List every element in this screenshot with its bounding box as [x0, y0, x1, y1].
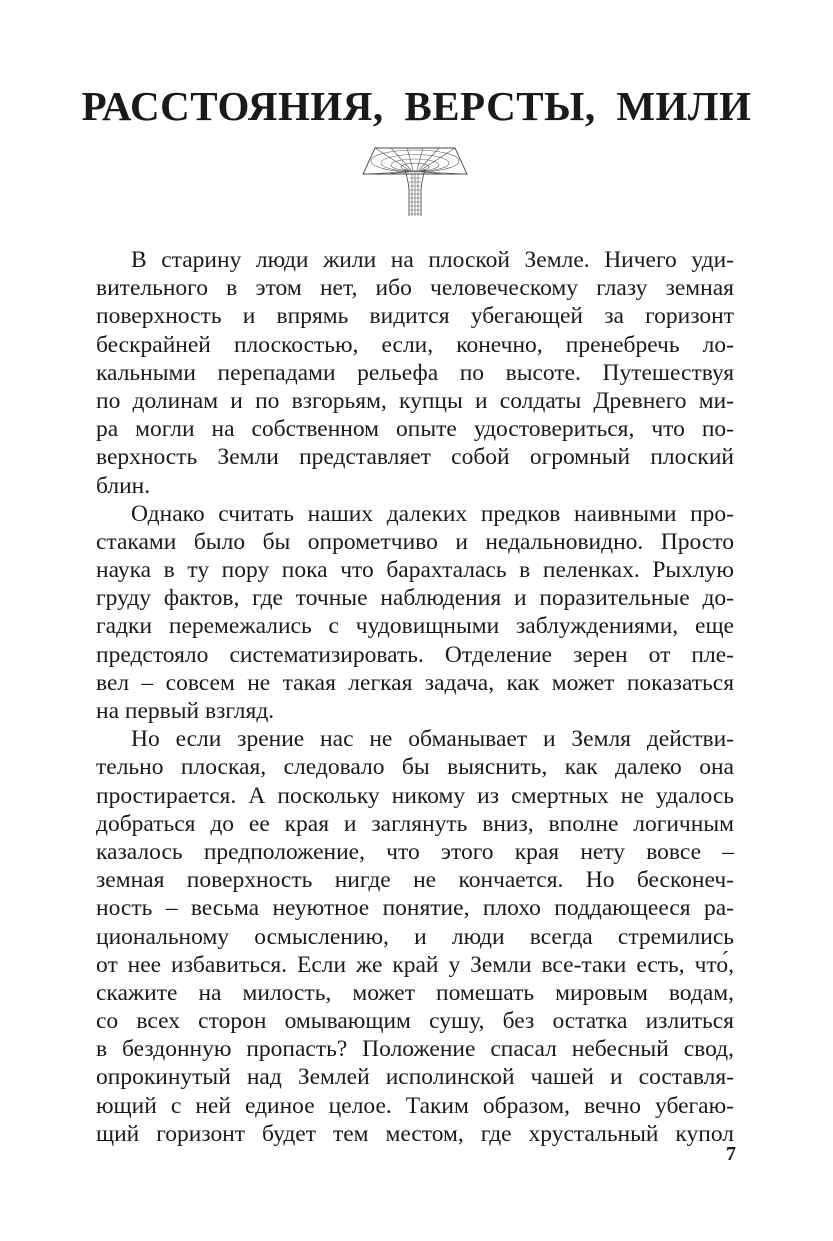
text-line: скажите на милость, может помешать мировым водам,	[96, 979, 734, 1006]
chapter-title: РАССТОЯНИЯ, ВЕРСТЫ, МИЛИ	[81, 83, 752, 129]
text-line: кальными перепадами рельефа по высоте. Путешествуя	[96, 359, 734, 386]
text-line: циональному осмыслению, и люди всегда стремились	[96, 923, 734, 950]
text-line: земная поверхность нигде не кончается. Но бесконеч-	[96, 867, 734, 894]
text-line: В старину люди жили на плоской Земле. Ничего уди-	[131, 247, 734, 273]
body-text	[96, 246, 734, 1148]
text-line: на первый взгляд.	[96, 698, 275, 724]
text-line: поверхность и впрямь видится убегающей за горизонт	[96, 303, 734, 330]
text-line: опрокинутый над Землей исполинской чашей и составля-	[96, 1064, 734, 1091]
text-line: простирается. А поскольку никому из смертных не удалось	[96, 782, 734, 809]
text-line: от нее избавиться. Если же край у Земли все-таки есть, что́,	[96, 951, 734, 978]
text-line: Однако считать наших далеких предков наивными про-	[131, 500, 734, 527]
text-line: ность – весьма неуютное понятие, плохо поддающееся ра-	[96, 895, 734, 922]
text-line: казалось предположение, что этого края нету вовсе –	[96, 838, 734, 865]
page-number: 7	[726, 1143, 736, 1165]
text-line: предстояло систематизировать. Отделение зерен от пле-	[96, 641, 734, 668]
flat-earth-wireframe-ornament-icon	[361, 144, 469, 220]
text-line: вел – совсем не такая легкая задача, как может показаться	[96, 669, 734, 696]
text-line: Но если зрение нас не обманывает и Земля действи-	[131, 726, 734, 753]
text-line: груду фактов, где точные наблюдения и поразительные до-	[96, 585, 734, 612]
text-line: верхность Земли представляет собой огромный плоский	[96, 444, 734, 471]
text-line: стаками было бы опрометчиво и недальновидно. Просто	[96, 528, 734, 555]
text-line: по долинам и по взгорьям, купцы и солдаты Древнего ми-	[96, 387, 734, 414]
text-line: ющий с ней единое целое. Таким образом, вечно убегаю-	[96, 1092, 734, 1119]
text-line: ра могли на собственном опыте удостовериться, что по-	[96, 416, 734, 443]
text-line: добраться до ее края и заглянуть вниз, вполне логичным	[96, 810, 734, 837]
text-line: наука в ту пору пока что барахталась в пеленках. Рыхлую	[96, 557, 734, 584]
text-line: гадки перемежались с чудовищными заблуждениями, еще	[96, 613, 734, 640]
text-line: вительного в этом нет, ибо человеческому глазу земная	[96, 275, 734, 302]
text-line: блин.	[96, 472, 151, 499]
text-line: тельно плоская, следовало бы выяснить, как далеко она	[96, 754, 734, 781]
text-line: в бездонную пропасть? Положение спасал небесный свод,	[96, 1036, 734, 1063]
text-line: бескрайней плоскостью, если, конечно, пренебречь ло-	[96, 331, 734, 358]
text-line: со всех сторон омывающим сушу, без остатка излиться	[96, 1008, 734, 1035]
text-line: щий горизонт будет тем местом, где хрустальный купол	[96, 1120, 734, 1147]
